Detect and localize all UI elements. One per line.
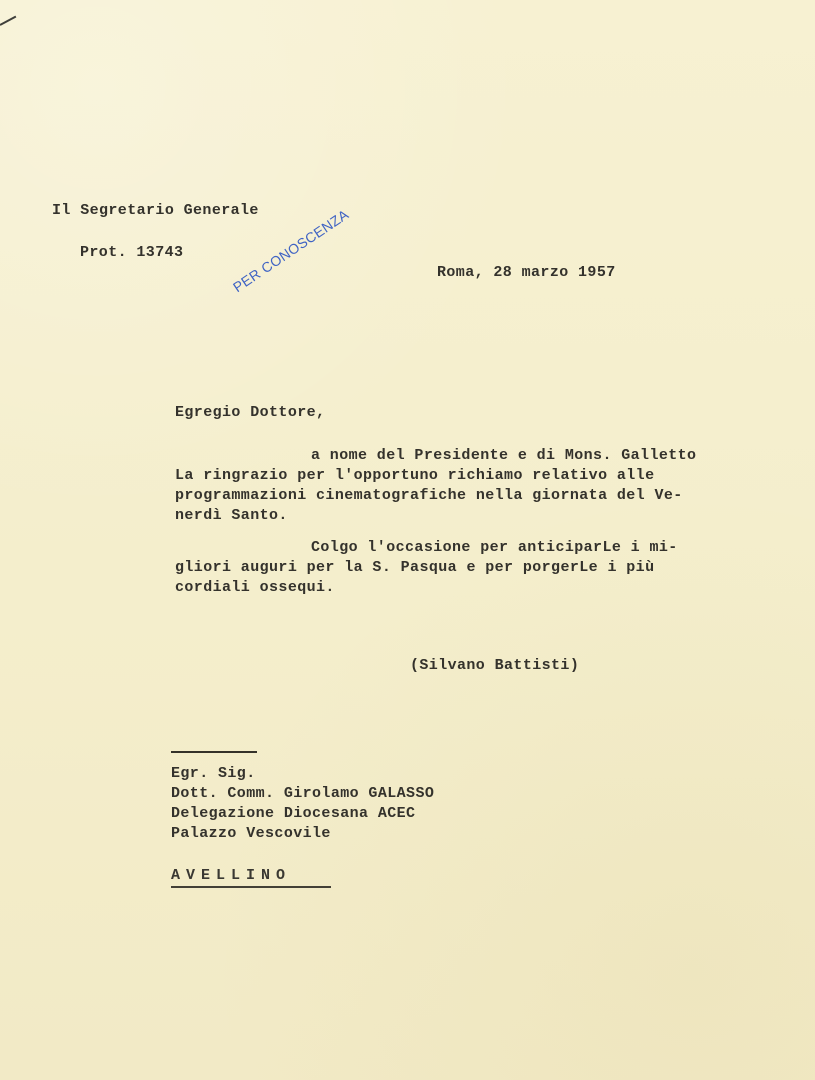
- body-line-7: cordiali ossequi.: [175, 579, 335, 596]
- signature-name: (Silvano Battisti): [410, 657, 580, 674]
- date-line: Roma, 28 marzo 1957: [437, 264, 616, 281]
- salutation: Egregio Dottore,: [175, 404, 326, 421]
- protocol-number: Prot. 13743: [80, 244, 184, 261]
- body-line-6: gliori auguri per la S. Pasqua e per porgerLe i più: [175, 559, 655, 576]
- recipient-line-3: Delegazione Diocesana ACEC: [171, 805, 416, 822]
- edge-mark: [0, 16, 16, 26]
- body-line-2: La ringrazio per l'opportuno richiamo relativo alle: [175, 467, 655, 484]
- recipient-line-2: Dott. Comm. Girolamo GALASSO: [171, 785, 435, 802]
- body-line-5: Colgo l'occasione per anticiparLe i mi-: [311, 539, 678, 556]
- city-underline: [171, 886, 331, 888]
- sender-title: Il Segretario Generale: [52, 202, 259, 219]
- body-line-4: nerdì Santo.: [175, 507, 288, 524]
- recipient-line-1: Egr. Sig.: [171, 765, 256, 782]
- recipient-line-4: Palazzo Vescovile: [171, 825, 331, 842]
- body-line-3: programmazioni cinematografiche nella giornata del Ve-: [175, 487, 683, 504]
- separator-rule: [171, 751, 257, 753]
- body-line-1: a nome del Presidente e di Mons. Galletto: [311, 447, 697, 464]
- recipient-city: AVELLINO: [171, 867, 292, 884]
- stamp-per-conoscenza: PER CONOSCENZA: [230, 206, 352, 296]
